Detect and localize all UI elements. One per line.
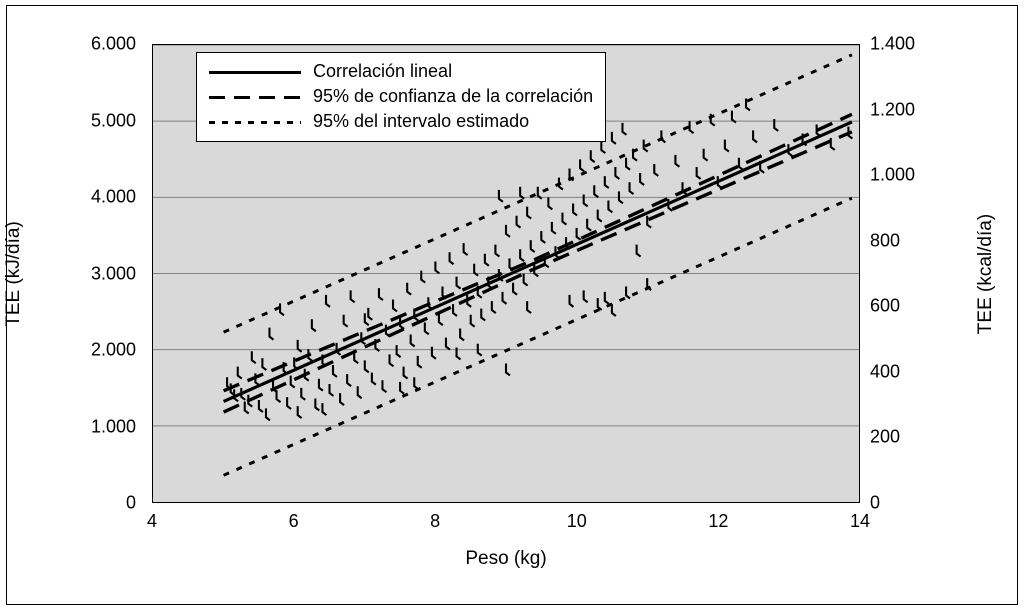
data-point	[326, 295, 330, 307]
data-point	[397, 345, 401, 357]
data-point	[471, 315, 475, 327]
data-point	[605, 292, 609, 304]
data-point	[432, 347, 436, 359]
x-axis-tick: 6	[288, 511, 299, 531]
data-point	[400, 382, 404, 394]
legend-item-label: 95% de confianza de la correlación	[313, 86, 594, 106]
data-point	[330, 384, 334, 396]
data-point	[548, 197, 552, 209]
data-point	[584, 194, 588, 206]
data-point	[382, 380, 386, 392]
data-point	[457, 277, 461, 289]
data-point	[531, 240, 535, 252]
data-point	[485, 254, 489, 266]
data-point	[831, 138, 835, 150]
data-point	[301, 388, 305, 400]
data-point	[439, 313, 443, 325]
data-point	[562, 213, 566, 225]
data-point	[435, 261, 439, 273]
y-axis-left-tick: 4.000	[90, 186, 136, 207]
data-point	[262, 358, 266, 370]
data-point	[753, 130, 757, 142]
data-point	[464, 243, 468, 255]
data-point	[492, 301, 496, 313]
data-point	[453, 304, 457, 316]
data-point	[626, 158, 630, 170]
x-axis-tick: 10	[566, 511, 587, 531]
legend-item-label: Correlación lineal	[313, 61, 453, 81]
x-axis-tick: 14	[849, 511, 871, 531]
chart-legend	[196, 52, 606, 142]
legend-item	[209, 109, 593, 134]
data-point	[495, 245, 499, 257]
data-point	[460, 328, 464, 340]
data-point	[266, 408, 270, 420]
data-point	[252, 351, 256, 363]
data-point	[524, 274, 528, 286]
data-point	[344, 315, 348, 327]
data-point	[640, 173, 644, 185]
data-point	[446, 338, 450, 350]
y-axis-right-tick: 400	[870, 361, 901, 382]
y-axis-left-tick: 1.000	[90, 416, 136, 436]
data-point	[499, 190, 503, 202]
data-point	[351, 290, 355, 302]
data-point	[269, 328, 273, 340]
data-point	[421, 271, 425, 283]
data-point	[725, 140, 729, 152]
data-point	[481, 309, 485, 321]
data-point	[626, 287, 630, 299]
data-point	[407, 283, 411, 295]
data-point	[612, 132, 616, 144]
data-point	[312, 319, 316, 331]
data-point	[414, 377, 418, 389]
x-axis-label: Peso (kg)	[465, 548, 547, 569]
data-point	[411, 335, 415, 347]
y-axis-left-tick: 2.000	[90, 339, 136, 360]
legend-item	[209, 84, 593, 109]
data-point	[358, 386, 362, 398]
data-point	[527, 301, 531, 313]
data-point	[319, 379, 323, 391]
data-point	[238, 367, 242, 379]
data-point	[418, 356, 422, 368]
y-axis-left-tick: 3.000	[90, 263, 136, 283]
data-point	[608, 201, 612, 213]
data-point	[598, 298, 602, 310]
data-point	[630, 182, 634, 194]
data-point	[520, 249, 524, 261]
data-point	[601, 141, 605, 153]
y-axis-right-tick: 1.000	[870, 164, 916, 185]
data-point	[637, 245, 641, 257]
data-point	[368, 308, 372, 320]
data-point	[591, 150, 595, 162]
legend-key-dotted	[209, 116, 301, 128]
regression-line	[224, 122, 852, 402]
data-point	[552, 222, 556, 234]
y-axis-left-tick: 6.000	[90, 33, 136, 54]
x-axis-tick: 4	[146, 511, 158, 531]
data-point	[587, 219, 591, 231]
data-point	[690, 121, 694, 133]
data-point	[739, 158, 743, 170]
data-point	[605, 176, 609, 188]
data-point	[450, 252, 454, 264]
data-point	[661, 130, 665, 142]
data-point	[372, 373, 376, 385]
data-point	[697, 167, 701, 179]
data-point	[315, 399, 319, 411]
data-point	[517, 216, 521, 228]
data-point	[513, 283, 517, 295]
data-point	[404, 367, 408, 379]
y-axis-right-label: TEE (kcal/día)	[975, 213, 996, 335]
data-point	[425, 322, 429, 334]
x-axis-tick: 12	[708, 511, 729, 531]
data-point	[277, 390, 281, 402]
data-point	[594, 185, 598, 197]
data-point	[598, 210, 602, 222]
legend-key-solid	[209, 66, 301, 78]
y-axis-right-tick: 200	[870, 426, 901, 447]
data-point	[390, 354, 394, 366]
data-point	[527, 207, 531, 219]
y-axis-right-tick: 1.400	[870, 33, 916, 54]
x-axis-tick: 8	[430, 511, 441, 531]
y-axis-right-tick: 600	[870, 295, 901, 316]
data-point	[291, 376, 295, 388]
data-point	[333, 365, 337, 377]
data-point	[675, 155, 679, 167]
data-point	[570, 295, 574, 307]
y-axis-left-label: TEE (kJ/día)	[3, 221, 24, 327]
data-point	[704, 149, 708, 161]
data-point	[541, 231, 545, 243]
data-point	[322, 403, 326, 415]
y-axis-right-tick: 0	[870, 492, 881, 513]
data-point	[580, 159, 584, 171]
confidence-band-line	[224, 132, 852, 412]
data-point	[654, 164, 658, 176]
legend-item	[209, 59, 593, 84]
data-point	[379, 288, 383, 300]
y-axis-right-tick: 1.200	[870, 99, 916, 120]
data-point	[506, 364, 510, 376]
data-point	[506, 225, 510, 237]
data-point	[573, 204, 577, 216]
data-point	[287, 397, 291, 409]
data-point	[298, 406, 302, 418]
data-point	[612, 304, 616, 316]
y-axis-right-tick: 800	[870, 230, 901, 251]
data-point	[577, 228, 581, 240]
data-point	[615, 167, 619, 179]
prediction-interval-line	[224, 198, 852, 475]
data-point	[259, 400, 263, 412]
data-point	[340, 393, 344, 405]
data-point	[393, 299, 397, 311]
data-point	[622, 123, 626, 135]
legend-item-label: 95% del intervalo estimado	[313, 111, 530, 131]
data-point	[365, 360, 369, 372]
y-axis-left-tick: 5.000	[90, 110, 136, 130]
data-point	[347, 374, 351, 386]
data-point	[584, 290, 588, 302]
y-axis-left-tick: 0	[125, 492, 136, 513]
data-point	[503, 292, 507, 304]
legend-key-dashed	[209, 91, 301, 103]
data-point	[280, 303, 284, 315]
